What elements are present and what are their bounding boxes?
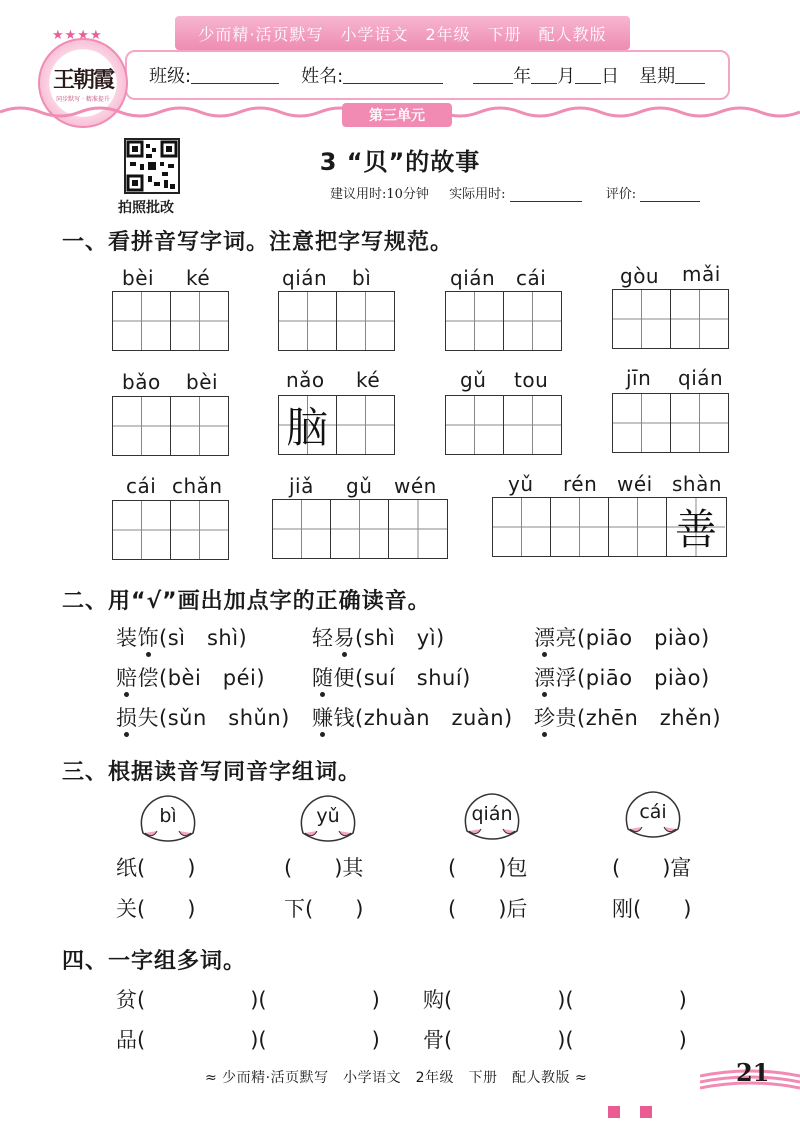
pinyin-5a: bǎo [122, 370, 161, 394]
write-grid[interactable] [112, 291, 229, 351]
write-grid[interactable] [112, 396, 229, 456]
pinyin-9b: chǎn [172, 474, 223, 498]
grid-cell[interactable] [551, 498, 609, 556]
month-label: 月 [557, 66, 576, 87]
pinyin-5b: bèi [186, 370, 219, 394]
dotted-char: 易 [333, 626, 355, 650]
reading-item[interactable] [312, 702, 513, 732]
pinyin-7a: gǔ [460, 368, 487, 392]
week-label: 星期 [639, 66, 676, 87]
grid-cell[interactable] [171, 292, 229, 350]
lesson-title: 3 “贝”的故事 [319, 148, 481, 176]
pinyin-8a: jīn [626, 366, 652, 390]
year-field[interactable] [473, 66, 513, 84]
grid-cell[interactable] [113, 501, 171, 559]
pinyin-1a: bèi [122, 266, 155, 290]
grid-cell[interactable] [331, 500, 389, 558]
write-grid[interactable] [492, 497, 727, 557]
grid-cell[interactable] [613, 290, 671, 348]
grid-cell[interactable]: 善 [667, 498, 725, 556]
char: 偿 [137, 666, 159, 690]
reading-item[interactable] [312, 662, 471, 692]
series-banner [175, 16, 630, 50]
reading-item[interactable] [534, 702, 721, 732]
grid-cell[interactable] [446, 292, 504, 350]
reading-options[interactable]: (zhuàn zuàn) [355, 706, 513, 730]
reading-options[interactable]: (suí shuí) [355, 666, 471, 690]
reading-options[interactable]: (shì yì) [355, 626, 445, 650]
grid-cell[interactable] [113, 397, 171, 455]
reading-item[interactable] [534, 622, 710, 652]
write-grid[interactable] [612, 393, 729, 453]
char: 便 [333, 666, 355, 690]
reading-options[interactable]: (bèi péi) [159, 666, 266, 690]
char: 轻 [312, 626, 334, 650]
write-grid[interactable] [445, 395, 562, 455]
rating-field[interactable] [640, 188, 700, 202]
dotted-char: 饰 [137, 626, 159, 650]
char: 贵 [555, 706, 577, 730]
pinyin-8b: qián [678, 366, 724, 390]
pinyin-9a: cái [126, 474, 157, 498]
pinyin-6b: ké [356, 368, 381, 392]
homophone-blank[interactable]: 纸( ) [116, 856, 196, 880]
logo-text: 王朝霞 [52, 67, 113, 93]
student-info-box [125, 50, 730, 100]
pinyin-2b: bì [352, 266, 372, 290]
deco-square [640, 1106, 652, 1118]
word-group-blank[interactable]: 品( )( ) [116, 1028, 380, 1052]
deco-square [608, 1106, 620, 1118]
char: 亮 [555, 626, 577, 650]
word-group-blank[interactable]: 骨( )( ) [423, 1028, 687, 1052]
char: 失 [137, 706, 159, 730]
shell-pinyin: qián [471, 803, 513, 825]
series-text: 少而精·活页默写 小学语文 2年级 下册 配人教版 [198, 24, 607, 44]
grid-cell[interactable] [504, 396, 562, 454]
class-field[interactable] [191, 66, 279, 84]
pinyin-11d: shàn [672, 472, 723, 496]
class-label: 班级: [149, 66, 192, 87]
reading-options[interactable]: (zhēn zhěn) [577, 706, 722, 730]
grid-cell[interactable] [273, 500, 331, 558]
grid-cell[interactable] [171, 397, 229, 455]
pinyin-11b: rén [563, 472, 598, 496]
pinyin-2a: qián [282, 266, 328, 290]
shell-pinyin: yǔ [316, 805, 340, 827]
pinyin-6a: nǎo [286, 368, 325, 392]
unit-badge: 第三单元 [342, 103, 452, 127]
grid-cell[interactable] [337, 396, 395, 454]
write-grid[interactable] [278, 395, 395, 455]
pinyin-11a: yǔ [508, 472, 534, 496]
actual-time-field[interactable] [510, 188, 582, 202]
day-field[interactable] [575, 66, 601, 84]
reading-item[interactable] [116, 702, 290, 732]
shell-icon [459, 791, 525, 841]
shell-pinyin: bì [159, 805, 177, 827]
homophone-blank[interactable]: ( )包 [448, 856, 528, 880]
grid-cell[interactable] [446, 396, 504, 454]
section4-title: 四、一字组多词。 [62, 949, 247, 974]
grid-cell[interactable] [504, 292, 562, 350]
char: 装 [116, 626, 138, 650]
homophone-blank[interactable]: ( )富 [612, 856, 692, 880]
grid-cell[interactable] [613, 394, 671, 452]
grid-cell[interactable] [113, 292, 171, 350]
name-label: 姓名: [301, 66, 344, 87]
dotted-char: 随 [312, 666, 334, 690]
write-grid[interactable] [278, 291, 395, 351]
write-grid[interactable] [612, 289, 729, 349]
reading-item[interactable] [312, 622, 445, 652]
reading-item[interactable] [116, 622, 247, 652]
homophone-blank[interactable]: ( )其 [284, 856, 364, 880]
pinyin-4b: mǎi [682, 262, 721, 286]
footer-series: ≈ 少而精·活页默写 小学语文 2年级 下册 配人教版 ≈ [205, 1070, 588, 1086]
homophone-blank[interactable]: 关( ) [116, 897, 196, 921]
suggested-time: 建议用时:10分钟 [330, 187, 429, 202]
dotted-char: 赚 [312, 706, 334, 730]
pinyin-3b: cái [516, 266, 547, 290]
stars-icon: ★★★★ [52, 28, 103, 43]
homophone-blank[interactable]: 下( ) [284, 897, 364, 921]
reading-options[interactable]: (sì shì) [159, 626, 248, 650]
pinyin-1b: ké [186, 266, 211, 290]
grid-cell[interactable] [337, 292, 395, 350]
dotted-char: 赔 [116, 666, 138, 690]
pinyin-10b: gǔ [346, 474, 373, 498]
pinyin-11c: wéi [617, 472, 653, 496]
grid-cell[interactable] [671, 394, 729, 452]
grid-cell[interactable]: 脑 [279, 396, 337, 454]
homophone-blank[interactable]: 刚( ) [612, 897, 692, 921]
pinyin-4a: gòu [620, 264, 660, 288]
word-group-blank[interactable]: 贫( )( ) [116, 988, 380, 1012]
reading-item[interactable] [116, 662, 265, 692]
grid-cell[interactable] [609, 498, 667, 556]
grid-cell[interactable] [493, 498, 551, 556]
write-grid[interactable] [445, 291, 562, 351]
dotted-char: 漂 [534, 666, 556, 690]
rating-label: 评价: [605, 187, 637, 202]
reading-item[interactable] [534, 662, 710, 692]
pinyin-7b: tou [514, 368, 549, 392]
section3-title: 三、根据读音写同音字组词。 [62, 760, 362, 785]
year-label: 年 [513, 66, 532, 87]
section1-title: 一、看拼音写字词。注意把字写规范。 [62, 230, 454, 255]
shell-icon [295, 793, 361, 843]
reading-options[interactable]: (piāo piào) [577, 626, 710, 650]
write-grid[interactable] [272, 499, 448, 559]
page-number: 21 [736, 1058, 770, 1087]
char: 钱 [333, 706, 355, 730]
logo-subtext: 同步默写 · 精准提升 [56, 96, 110, 103]
shell-icon [135, 793, 201, 843]
pinyin-3a: qián [450, 266, 496, 290]
section2-title: 二、用“√”画出加点字的正确读音。 [62, 589, 431, 614]
dotted-char: 漂 [534, 626, 556, 650]
grid-cell[interactable] [671, 290, 729, 348]
grid-cell[interactable] [279, 292, 337, 350]
dotted-char: 珍 [534, 706, 556, 730]
word-group-blank[interactable]: 购( )( ) [423, 988, 687, 1012]
actual-time-label: 实际用时: [449, 187, 506, 202]
shell-icon [620, 789, 686, 839]
pinyin-10a: jiǎ [289, 474, 314, 498]
homophone-blank[interactable]: ( )后 [448, 897, 528, 921]
shell-pinyin: cái [639, 801, 667, 823]
month-field[interactable] [531, 66, 557, 84]
time-meta [330, 183, 700, 202]
week-field[interactable] [675, 66, 705, 84]
name-field[interactable] [343, 66, 443, 84]
grid-cell[interactable] [389, 500, 447, 558]
reading-options[interactable]: (piāo piào) [577, 666, 710, 690]
qr-label: 拍照批改 [118, 200, 174, 216]
reading-options[interactable]: (sǔn shǔn) [159, 706, 290, 730]
pinyin-10c: wén [394, 474, 437, 498]
grid-cell[interactable] [171, 501, 229, 559]
dotted-char: 损 [116, 706, 138, 730]
write-grid[interactable] [112, 500, 229, 560]
day-label: 日 [601, 66, 620, 87]
char: 浮 [555, 666, 577, 690]
